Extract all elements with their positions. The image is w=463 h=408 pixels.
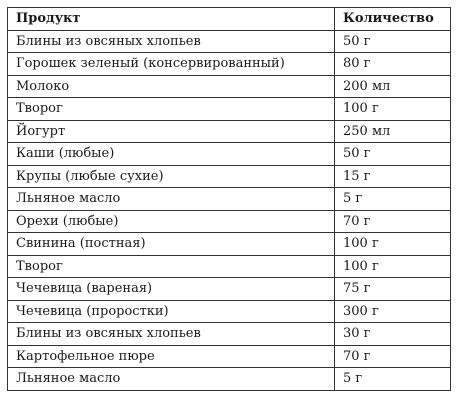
cell-quantity: 100 г	[335, 233, 451, 256]
cell-quantity: 70 г	[335, 210, 451, 233]
cell-product: Свинина (постная)	[8, 233, 335, 256]
cell-quantity: 100 г	[335, 98, 451, 121]
cell-product: Йогурт	[8, 120, 335, 143]
header-quantity: Количество	[335, 8, 451, 31]
cell-product: Блины из овсяных хлопьев	[8, 30, 335, 53]
cell-quantity: 100 г	[335, 255, 451, 278]
cell-product: Творог	[8, 255, 335, 278]
table-row	[8, 368, 451, 391]
cell-product: Горошек зеленый (консервированный)	[8, 53, 335, 76]
table-row	[8, 323, 451, 346]
header-product: Продукт	[8, 8, 335, 31]
cell-quantity: 50 г	[335, 143, 451, 166]
table-row	[8, 165, 451, 188]
table-row	[8, 75, 451, 98]
product-quantity-table	[7, 7, 451, 391]
cell-product: Картофельное пюре	[8, 345, 335, 368]
cell-quantity: 200 мл	[335, 75, 451, 98]
cell-product: Льняное масло	[8, 188, 335, 211]
table-row	[8, 30, 451, 53]
cell-quantity: 80 г	[335, 53, 451, 76]
cell-quantity: 50 г	[335, 30, 451, 53]
table-row	[8, 255, 451, 278]
cell-quantity: 75 г	[335, 278, 451, 301]
table-row	[8, 233, 451, 256]
table-header	[8, 8, 451, 31]
cell-product: Блины из овсяных хлопьев	[8, 323, 335, 346]
cell-quantity: 250 мл	[335, 120, 451, 143]
cell-quantity: 30 г	[335, 323, 451, 346]
cell-product: Молоко	[8, 75, 335, 98]
table-row	[8, 345, 451, 368]
cell-product: Каши (любые)	[8, 143, 335, 166]
cell-product: Чечевица (вареная)	[8, 278, 335, 301]
cell-quantity: 5 г	[335, 368, 451, 391]
table-row	[8, 53, 451, 76]
table-row	[8, 210, 451, 233]
table-row	[8, 98, 451, 121]
table-row	[8, 188, 451, 211]
cell-quantity: 300 г	[335, 300, 451, 323]
table-header-row	[8, 8, 451, 31]
table-row	[8, 300, 451, 323]
cell-product: Льняное масло	[8, 368, 335, 391]
cell-quantity: 5 г	[335, 188, 451, 211]
cell-quantity: 70 г	[335, 345, 451, 368]
table-row	[8, 278, 451, 301]
table-row	[8, 120, 451, 143]
cell-product: Чечевица (проростки)	[8, 300, 335, 323]
cell-quantity: 15 г	[335, 165, 451, 188]
cell-product: Творог	[8, 98, 335, 121]
table-row	[8, 143, 451, 166]
table-body	[8, 30, 451, 390]
product-table-container	[7, 7, 451, 391]
cell-product: Крупы (любые сухие)	[8, 165, 335, 188]
cell-product: Орехи (любые)	[8, 210, 335, 233]
